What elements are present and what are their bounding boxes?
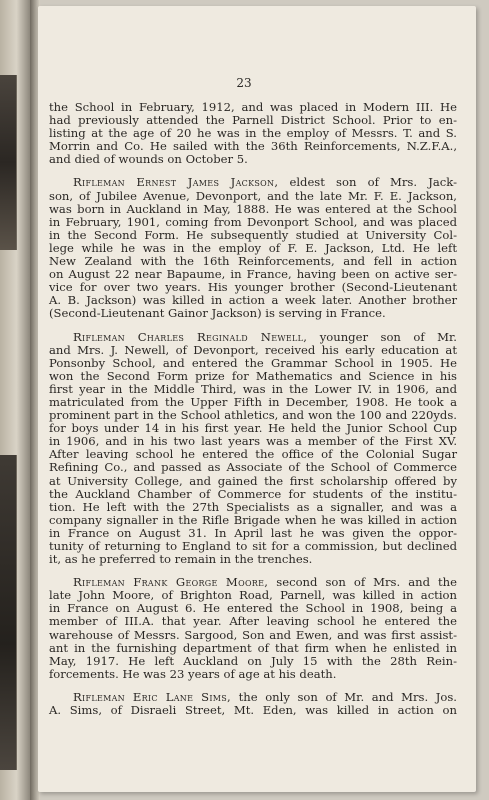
line-text: in February, 1901, coming from Devonport School, and was placed: [49, 214, 457, 229]
line-text: A. B. Jackson) was killed in action a week later. Another brother: [49, 293, 457, 308]
line-text: tunity of returning to England to sit for a commission, but declined: [49, 539, 457, 553]
text-line: [49, 668, 457, 681]
line-text: in 1906, and in his two last years was a member of the First XV.: [49, 434, 457, 449]
line-text: the Auckland Chamber of Commerce for students of the institu-: [49, 486, 457, 501]
line-text: New Zealand with the 16th Reinforcements, and fell in action: [49, 254, 457, 269]
line-text: Morrin and Co. He sailed with the 36th Reinforcements, N.Z.F.A.,: [49, 139, 457, 154]
facing-page-edge: [0, 0, 30, 800]
line-text: in France on August 31. In April last he was given the oppor-: [49, 525, 457, 540]
line-text: was born in Auckland in May, 1888. He was entered at the School: [49, 201, 457, 216]
paragraph: [49, 101, 457, 166]
line-text: the School in February, 1912, and was placed in Modern III. He: [49, 100, 457, 114]
facing-page-photo-bottom: [0, 455, 17, 770]
line-text: listing at the age of 20 he was in the employ of Messrs. T. and S.: [49, 126, 457, 141]
line-text: matriculated from the Upper Fifth in December, 1908. He took a: [49, 394, 457, 409]
line-text: vice for over two years. His younger brother (Second-Lieutenant: [49, 280, 457, 295]
line-text: A. Sims, of Disraeli Street, Mt. Eden, was killed in action on: [49, 703, 457, 718]
text-line: [49, 553, 457, 566]
line-text: tion. He left with the 27th Specialists as a signaller, and was a: [49, 499, 457, 514]
paragraph: [49, 331, 457, 567]
line-text: the only son of Mr. and Mrs. Jos.: [231, 689, 457, 704]
line-text: prominent part in the School athletics, and won the 100 and 220yds.: [49, 408, 457, 423]
line-text: lege while he was in the employ of F. E. Jackson, Ltd. He left: [49, 240, 457, 255]
soldier-name: Rifleman Charles Reginald Newell,: [73, 329, 308, 344]
text-line: [49, 307, 457, 320]
text-line: [49, 153, 457, 166]
soldier-name: Rifleman Eric Lane Sims,: [73, 689, 232, 704]
line-text: son, of Jubilee Avenue, Devonport, and the late Mr. F. E. Jackson,: [49, 188, 457, 203]
line-text: member of III.A. that year. After leaving school he entered the: [49, 614, 457, 629]
line-text: in France on August 6. He entered the School in 1908, being a: [49, 601, 457, 616]
line-text: After leaving school he entered the office of the Colonial Sugar: [49, 447, 457, 462]
book-page: [38, 6, 476, 792]
page-text: [49, 101, 457, 727]
line-text: had previously attended the Parnell District School. Prior to en-: [49, 113, 457, 128]
facing-page-photo-top: [0, 75, 17, 250]
line-text: late John Moore, of Brighton Road, Parnell, was killed in action: [49, 588, 457, 603]
text-line: [49, 704, 457, 717]
line-text: and died of wounds on October 5.: [49, 152, 248, 167]
line-text: it, as he preferred to remain in the trenches.: [49, 552, 313, 567]
line-text: warehouse of Messrs. Sargood, Son and Ewen, and was first assist-: [49, 627, 457, 642]
line-text: May, 1917. He left Auckland on July 15 with the 28th Rein-: [49, 653, 457, 668]
line-text: on August 22 near Bapaume, in France, having been on active ser-: [49, 267, 457, 282]
line-text: company signaller in the Rifle Brigade when he was killed in action: [49, 512, 457, 527]
line-text: younger son of Mr.: [307, 329, 457, 344]
line-text: forcements. He was 23 years of age at his death.: [49, 666, 337, 681]
line-text: for boys under 14 in his first year. He held the Junior School Cup: [49, 421, 457, 436]
line-text: ant in the furnishing department of that firm when he enlisted in: [49, 640, 457, 655]
line-text: eldest son of Mrs. Jack-: [278, 175, 457, 190]
page-number: 23: [236, 76, 252, 90]
line-text: second son of Mrs. and the: [268, 575, 457, 590]
paragraph: [49, 691, 457, 717]
line-text: Ponsonby School, and entered the Grammar School in 1905. He: [49, 355, 457, 370]
line-text: first year in the Middle Third, was in the Lower IV. in 1906, and: [49, 381, 457, 396]
soldier-name: Rifleman Frank George Moore,: [73, 575, 269, 590]
line-text: at University College, and gained the first scholarship offered by: [49, 473, 457, 488]
paragraph: [49, 576, 457, 681]
paragraph: [49, 176, 457, 320]
line-text: and Mrs. J. Newell, of Devonport, received his early education at: [49, 342, 457, 357]
line-text: Refining Co., and passed as Associate of the School of Commerce: [49, 460, 457, 475]
soldier-name: Rifleman Ernest James Jackson,: [73, 175, 279, 190]
line-text: in the Second Form. He subsequently studied at University Col-: [49, 227, 457, 242]
line-text: (Second-Lieutenant Gainor Jackson) is serving in France.: [49, 306, 386, 321]
line-text: won the Second Form prize for Mathematics and Science in his: [49, 368, 457, 383]
